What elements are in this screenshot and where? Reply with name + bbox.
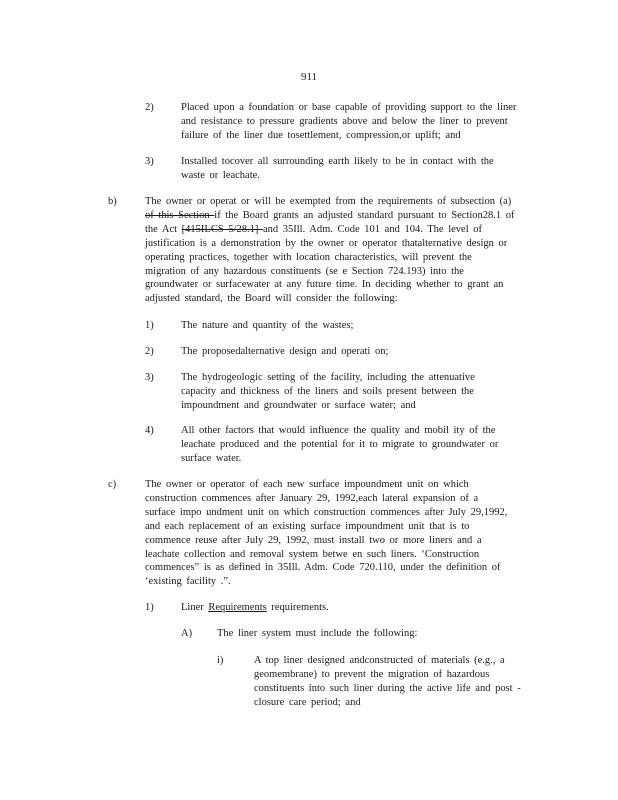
paragraph-b-exemption [145, 195, 537, 306]
text-line: operating practices, together with location characteristics, will prevent the [145, 251, 472, 263]
text-line: groundwater or surfacewater at any future time. In deciding whether to grant an [145, 279, 504, 291]
text-line: The nature and quantity of the wastes; [181, 320, 354, 331]
text-line: justification is a demonstration by the owner or operator thatalternative design or [145, 237, 508, 249]
item-marker-c1a: A) [181, 628, 193, 639]
text-line: A top liner designed andconstructed of materials (e.g., a [254, 655, 505, 666]
text-line: Placed upon a foundation or base capable of providing support to the liner [181, 102, 517, 113]
text-line: The hydrogeologic setting of the facility, including the attenuative [181, 372, 475, 383]
text-line: commences” is as defined in 35Ill. Adm. Code 720.110, under the definition of [145, 562, 501, 574]
text-line: Liner [181, 602, 209, 613]
text-line: leachate collection and removal system betwe en such liners. ‘Construction [145, 548, 480, 560]
item-marker-c: c) [108, 479, 117, 490]
struck-text: of this Section [145, 209, 215, 221]
struck-citation: [415ILCS 5/28.1] [181, 223, 263, 235]
item-marker-c1: 1) [145, 602, 154, 613]
item-marker-b2: 2) [145, 346, 154, 357]
text-line: The owner or operat or will be exempted from the requirements of subsection (a) [145, 196, 512, 207]
item-text-other-factors [181, 424, 537, 466]
text-line: All other factors that would influence the quality and mobil ity of the [181, 425, 496, 436]
text-line: leachate produced and the potential for it to migrate to groundwater or [181, 438, 499, 450]
underlined-text: Requirements [208, 602, 267, 613]
paragraph-c-liner-installation [145, 478, 537, 589]
text-line: adjusted standard, the Board will consider the following: [145, 293, 398, 305]
item-text-liner-system-must-include [217, 627, 537, 641]
text-line: if the Board grants an adjusted standard pursuant to Section28.1 of [214, 209, 515, 221]
text-line: Installed tocover all surrounding earth likely to be in contact with the [181, 156, 494, 167]
item-marker-b1: 1) [145, 320, 154, 331]
text-line: the Act [145, 223, 182, 235]
text-line: and each replacement of an existing surface impoundment unit that is to [145, 520, 470, 532]
text-line: geomembrane) to prevent the migration of hazardous [254, 668, 490, 680]
item-text-liner-requirements [181, 601, 537, 615]
text-line: commence reuse after July 29, 1992, must install two or more liners and a [145, 534, 482, 546]
page-number: 911 [300, 71, 318, 83]
item-text-hydrogeologic-setting [181, 371, 537, 413]
item-marker-b3: 3) [145, 372, 154, 383]
text-line: surface water. [181, 452, 242, 464]
item-text-proposed-alternative [181, 345, 537, 359]
text-line: constituents into such liner during the active life and post - [254, 682, 521, 694]
item-text-placed-upon-foundation [181, 101, 537, 143]
item-text-top-liner [254, 654, 537, 710]
text-line: The proposedalternative design and operati on; [181, 346, 389, 357]
item-marker-c1ai: i) [217, 655, 224, 666]
item-marker-b: b) [108, 196, 117, 207]
text-line: The liner system must include the following: [217, 628, 418, 639]
text-line: capacity and thickness of the liners and soils present between the [181, 385, 474, 397]
item-text-nature-quantity [181, 319, 537, 333]
text-line: impoundment and groundwater or surface water; and [181, 399, 416, 411]
text-line: requirements. [266, 602, 329, 613]
item-marker-3: 3) [145, 156, 154, 167]
item-marker-b4: 4) [145, 425, 154, 436]
item-text-installed-to-cover [181, 155, 537, 183]
text-line: The owner or operator of each new surface impoundment unit on which [145, 479, 469, 490]
text-line: construction commences after January 29, 1992,each lateral expansion of a [145, 492, 479, 504]
text-line: surface impo undment unit on which construction commences after July 29,1992, [145, 506, 508, 518]
text-line: migration of any hazardous constituents (se e Section 724.193) into the [145, 265, 464, 277]
text-line: and 35Ill. Adm. Code 101 and 104. The level of [262, 223, 482, 235]
text-line: ‘existing facility .”. [145, 576, 231, 588]
text-line: waste or leachate. [181, 169, 260, 181]
item-marker-2: 2) [145, 102, 154, 113]
text-line: and resistance to pressure gradients above and below the liner to prevent [181, 115, 508, 127]
text-line: failure of the liner due tosettlement, compression,or uplift; and [181, 129, 461, 141]
text-line: closure care period; and [254, 696, 361, 708]
